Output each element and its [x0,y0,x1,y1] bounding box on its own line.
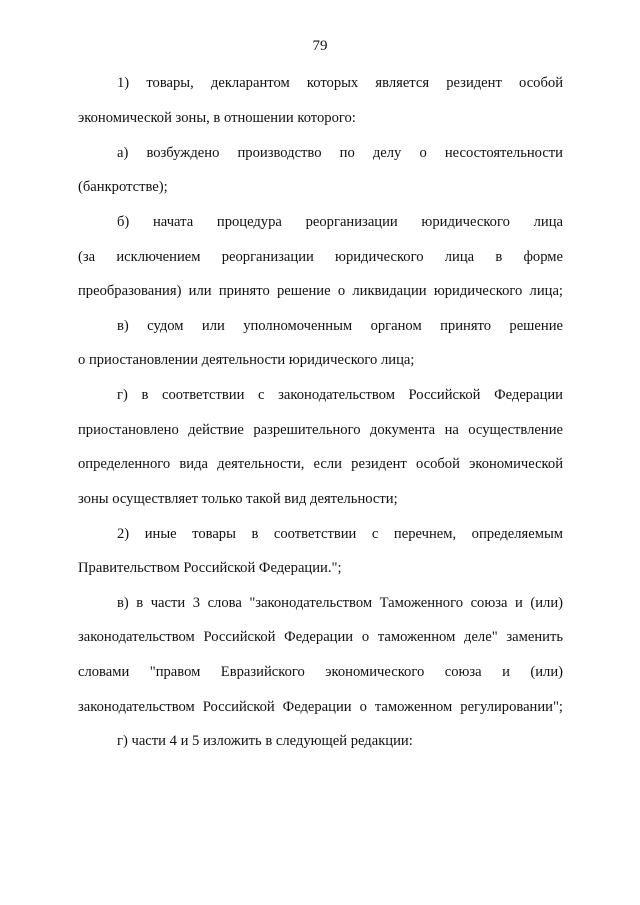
text-line: (банкротстве); [78,179,168,195]
text-line: г) в соответствии с законодательством Российской Федерации [117,387,563,403]
text-line: в) судом или уполномоченным органом принято решение [117,318,563,334]
text-line: приостановлено действие разрешительного документа на осуществление [78,422,563,438]
text-line: в) в части 3 слова "законодательством Таможенного союза и (или) [117,595,563,611]
text-line: 1) товары, декларантом которых является резидент особой [117,75,563,91]
text-line: 2) иные товары в соответствии с перечнем, определяемым [117,526,563,542]
text-line: б) начата процедура реорганизации юридического лица [117,214,563,230]
text-line: законодательством Российской Федерации о таможенном регулировании"; [78,699,563,715]
text-line: (за исключением реорганизации юридического лица в форме [78,249,563,265]
text-line: Правительством Российской Федерации."; [78,560,342,576]
text-line: г) части 4 и 5 изложить в следующей редакции: [117,733,413,749]
text-line: определенного вида деятельности, если резидент особой экономической [78,456,563,472]
text-line: словами "правом Евразийского экономического союза и (или) [78,664,563,680]
text-line: преобразования) или принято решение о ликвидации юридического лица; [78,283,563,299]
text-line: зоны осуществляет только такой вид деятельности; [78,491,398,507]
page-number: 79 [312,38,328,54]
text-line: законодательством Российской Федерации о таможенном деле" заменить [78,629,563,645]
text-line: о приостановлении деятельности юридического лица; [78,352,415,368]
text-line: экономической зоны, в отношении которого: [78,110,356,126]
text-line: а) возбуждено производство по делу о несостоятельности [117,145,563,161]
